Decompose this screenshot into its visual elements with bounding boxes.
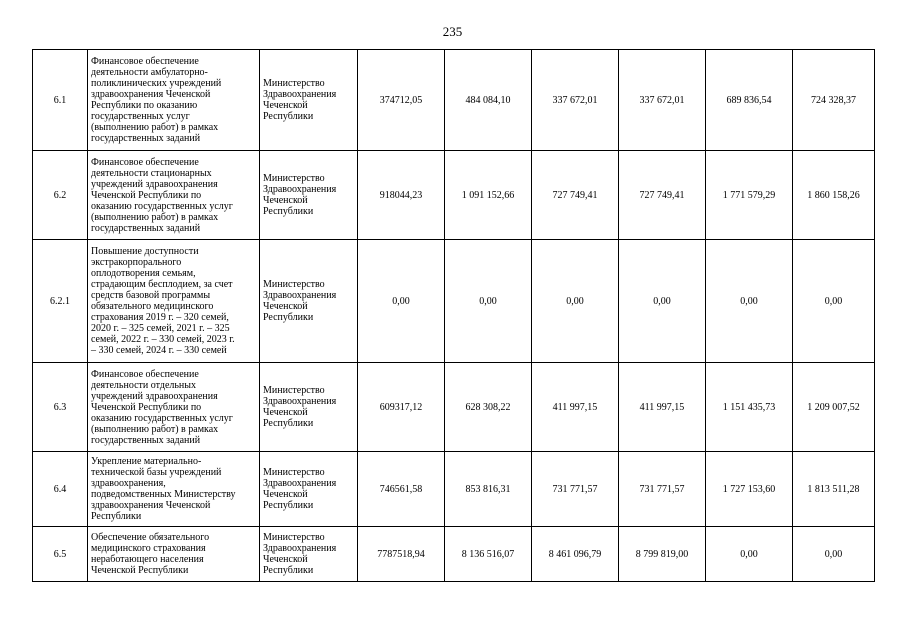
table-row xyxy=(33,363,875,452)
value-cell: 484 084,10 xyxy=(445,50,532,151)
table-row xyxy=(33,50,875,151)
activity-name: Финансовое обеспечение деятельности стационарных учреждений здравоохранения Чеченской Республики по оказанию государственных услуг (выполнению работ) в рамках государственных заданий xyxy=(88,151,260,240)
value-cell: 0,00 xyxy=(706,240,793,363)
value-cell: 0,00 xyxy=(793,240,875,363)
row-number: 6.1 xyxy=(33,50,88,151)
value-cell: 853 816,31 xyxy=(445,452,532,527)
activity-name: Повышение доступности экстракорпорального оплодотворения семьям, страдающим бесплодием, за счет средств базовой программы обязательного медицинского страхования 2019 г. – 320 семей, 2020 г. – 325 семей, 2021 г. – 325 семей, 2022 г. – 330 семей, 2023 г. – 330 семей, 2024 г. – 330 семей xyxy=(88,240,260,363)
row-number: 6.2 xyxy=(33,151,88,240)
table-row xyxy=(33,151,875,240)
value-cell: 8 136 516,07 xyxy=(445,527,532,582)
value-cell: 0,00 xyxy=(706,527,793,582)
value-cell: 1 813 511,28 xyxy=(793,452,875,527)
value-cell: 0,00 xyxy=(619,240,706,363)
value-cell: 1 860 158,26 xyxy=(793,151,875,240)
responsible-org: Министерство Здравоохранения Чеченской Республики xyxy=(260,363,358,452)
table-row xyxy=(33,452,875,527)
value-cell: 337 672,01 xyxy=(619,50,706,151)
value-cell: 1 091 152,66 xyxy=(445,151,532,240)
responsible-org: Министерство Здравоохранения Чеченской Республики xyxy=(260,452,358,527)
row-number: 6.5 xyxy=(33,527,88,582)
table-row xyxy=(33,527,875,582)
value-cell: 731 771,57 xyxy=(532,452,619,527)
row-number: 6.2.1 xyxy=(33,240,88,363)
value-cell: 337 672,01 xyxy=(532,50,619,151)
value-cell: 628 308,22 xyxy=(445,363,532,452)
value-cell: 0,00 xyxy=(793,527,875,582)
responsible-org: Министерство Здравоохранения Чеченской Республики xyxy=(260,240,358,363)
value-cell: 411 997,15 xyxy=(619,363,706,452)
value-cell: 727 749,41 xyxy=(619,151,706,240)
value-cell: 1 209 007,52 xyxy=(793,363,875,452)
value-cell: 0,00 xyxy=(358,240,445,363)
value-cell: 7787518,94 xyxy=(358,527,445,582)
activity-name: Финансовое обеспечение деятельности отдельных учреждений здравоохранения Чеченской Республики по оказанию государственных услуг (выполнению работ) в рамках государственных заданий xyxy=(88,363,260,452)
row-number: 6.4 xyxy=(33,452,88,527)
activity-name: Укрепление материально- технической базы учреждений здравоохранения, подведомственных Министерству здравоохранения Чеченской Республики xyxy=(88,452,260,527)
value-cell: 918044,23 xyxy=(358,151,445,240)
value-cell: 727 749,41 xyxy=(532,151,619,240)
value-cell: 746561,58 xyxy=(358,452,445,527)
value-cell: 1 727 153,60 xyxy=(706,452,793,527)
value-cell: 1 771 579,29 xyxy=(706,151,793,240)
value-cell: 731 771,57 xyxy=(619,452,706,527)
value-cell: 1 151 435,73 xyxy=(706,363,793,452)
responsible-org: Министерство Здравоохранения Чеченской Республики xyxy=(260,527,358,582)
value-cell: 8 461 096,79 xyxy=(532,527,619,582)
value-cell: 8 799 819,00 xyxy=(619,527,706,582)
responsible-org: Министерство Здравоохранения Чеченской Республики xyxy=(260,151,358,240)
table-row xyxy=(33,240,875,363)
row-number: 6.3 xyxy=(33,363,88,452)
value-cell: 0,00 xyxy=(445,240,532,363)
value-cell: 0,00 xyxy=(532,240,619,363)
budget-table xyxy=(32,49,875,582)
value-cell: 724 328,37 xyxy=(793,50,875,151)
value-cell: 374712,05 xyxy=(358,50,445,151)
value-cell: 689 836,54 xyxy=(706,50,793,151)
value-cell: 609317,12 xyxy=(358,363,445,452)
page-number: 235 xyxy=(442,24,463,39)
activity-name: Обеспечение обязательного медицинского страхования неработающего населения Чеченской Республики xyxy=(88,527,260,582)
responsible-org: Министерство Здравоохранения Чеченской Республики xyxy=(260,50,358,151)
value-cell: 411 997,15 xyxy=(532,363,619,452)
activity-name: Финансовое обеспечение деятельности амбулаторно- поликлинических учреждений здравоохранения Чеченской Республики по оказанию государственных услуг (выполнению работ) в рамках государственных заданий xyxy=(88,50,260,151)
